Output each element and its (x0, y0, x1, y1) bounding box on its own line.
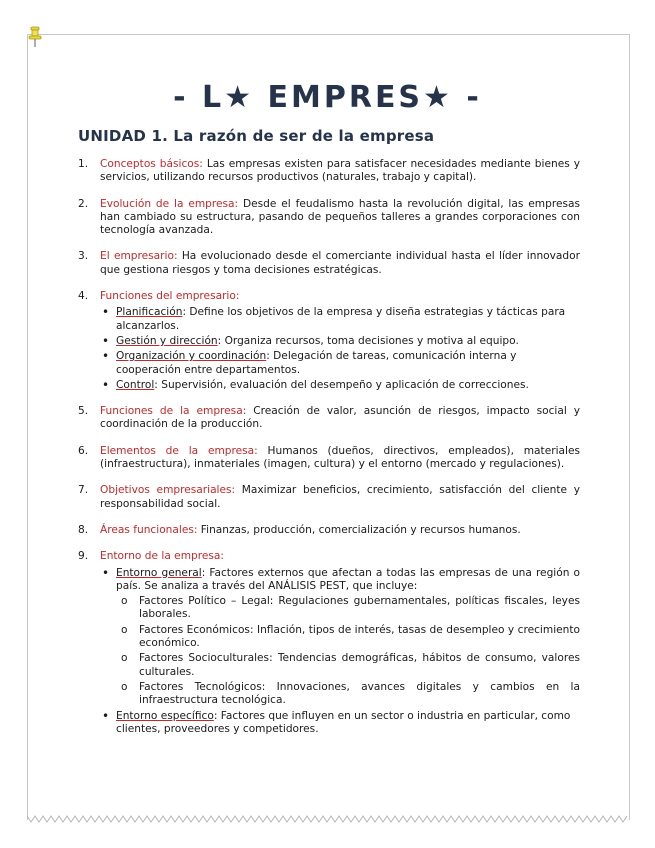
list-item: 1. Conceptos básicos: Las empresas existen para satisfacer necesidades mediante bienes y servicios, utilizando recursos productivos (naturales, trabajo y capital). (78, 158, 580, 184)
sub-list-item: • Gestión y dirección: Organiza recursos, toma decisiones y motiva al equipo. (102, 333, 519, 348)
list-item: 7. Objetivos empresariales: Maximizar beneficios, crecimiento, satisfacción del cliente y responsabilidad social. (78, 484, 580, 510)
item-text: Maximizar beneficios, crecimiento, satisfacción del cliente y responsabilidad social. (100, 484, 580, 510)
list-item: 4. Funciones del empresario: • Planificación: Define los objetivos de la empresa y diseña estrategias y tácticas para alcanzarlos. • Gestión y dirección: Organiza recursos, toma decisiones y motiva al equipo. • Organización y coordinación: Delegación de tareas, comunicación interna y cooperación entre departamentos. • Control: Supervisión, evaluación del desempeño y aplicación de correcciones. (78, 290, 580, 392)
item-label: Evolución de la empresa: (100, 197, 239, 210)
item-label: Entorno de la empresa: (100, 550, 224, 563)
term: Planificación (116, 306, 183, 319)
item-text: Humanos (dueños, directivos, empleados), materiales (infraestructura), inmateriales (imagen, cultura) y el entorno (mercado y regulaciones). (100, 444, 580, 471)
list-item: 3. El empresario: Ha evolucionado desde el comerciante individual hasta el líder innovador que gestiona riesgos y toma decisiones estratégicas. (78, 250, 580, 276)
sub-list-item: • Entorno específico: Factores que influyen en un sector o industria en particular, como clientes, proveedores y competidores. (102, 708, 571, 735)
term: Entorno general (116, 566, 202, 579)
list-item: 9. Entorno de la empresa: • Entorno general: Factores externos que afectan a todas las empresas de una región o país. Se analiza a través del ANÁLISIS PEST, que incluye: o Factores Político – Legal: Regulaciones gubernamentales, políticas fiscales, leyes laborales. o Factores Económicos: Inflación, tipos de interés, tasas de desempleo y crecimiento económico. o Factores Socioculturales: Tendencias demográficas, hábitos de consumo, valores culturales. o Factores Tecnológicos: Innovaciones, avances digitales y cambios en la infraestructura tecnológica. • Entorno específico: Factores que influyen en un sector o industria en particular, como clientes, proveedores y competidores. (78, 550, 580, 735)
sub-list-item: • Entorno general: Factores externos que afectan a todas las empresas de una región o país. Se analiza a través del ANÁLISIS PEST, que incluye: o Factores Político – Legal: Regulaciones gubernamentales, políticas fiscales, leyes laborales. o Factores Económicos: Inflación, tipos de interés, tasas de desempleo y crecimiento económico. o Factores Socioculturales: Tendencias demográficas, hábitos de consumo, valores culturales. o Factores Tecnológicos: Innovaciones, avances digitales y cambios en la infraestructura tecnológica. (102, 565, 580, 707)
unit-heading: UNIDAD 1. La razón de ser de la empresa (78, 127, 435, 145)
page-torn-edge (27, 814, 630, 824)
sub-list-item: • Control: Supervisión, evaluación del desempeño y aplicación de correcciones. (102, 377, 529, 392)
item-label: Elementos de la empresa: (100, 444, 258, 457)
document-title: - L★ EMPRES★ - (173, 80, 482, 115)
document-body (78, 158, 580, 749)
sub-list (100, 306, 580, 392)
term: Entorno específico (116, 709, 214, 722)
item-text: Finanzas, producción, comercialización y recursos humanos. (197, 523, 521, 536)
item-text: Las empresas existen para satisfacer necesidades mediante bienes y servicios, utilizando recursos productivos (naturales, trabajo y capital). (100, 158, 580, 184)
list-item: 5. Funciones de la empresa: Creación de valor, asunción de riesgos, impacto social y coordinación de la producción. (78, 405, 581, 431)
term: Organización y coordinación (116, 350, 267, 363)
pest-factor-list (116, 595, 580, 707)
item-text: Ha evolucionado desde el comerciante individual hasta el líder innovador que gestiona riesgos y toma decisiones estratégicas. (100, 250, 580, 276)
sub-list (100, 567, 580, 737)
pest-factor: o Factores Tecnológicos: Innovaciones, avances digitales y cambios en la infraestructura tecnológica. (121, 680, 580, 707)
list-item: 2. Evolución de la empresa: Desde el feudalismo hasta la revolución digital, las empresas han cambiado su estructura, pasando de pequeños talleres a grandes corporaciones con tecnología avanzada. (78, 197, 580, 237)
item-label: Funciones del empresario: (100, 290, 240, 303)
item-label: El empresario: (100, 250, 178, 263)
item-label: Funciones de la empresa: (100, 405, 247, 418)
item-text: Desde el feudalismo hasta la revolución digital, las empresas han cambiado su estructura, pasando de pequeños talleres a grandes corporaciones con tecnología avanzada. (100, 197, 580, 237)
list-item: 6. Elementos de la empresa: Humanos (dueños, directivos, empleados), materiales (infraestructura), inmateriales (imagen, cultura) y el entorno (mercado y regulaciones). (78, 444, 580, 471)
item-label: Conceptos básicos: (100, 158, 203, 170)
item-label: Objetivos empresariales: (100, 484, 236, 497)
item-text: Creación de valor, asunción de riesgos, impacto social y coordinación de la producción. (100, 405, 581, 431)
pest-factor: o Factores Socioculturales: Tendencias demográficas, hábitos de consumo, valores culturales. (121, 652, 580, 678)
sub-list-item: • Organización y coordinación: Delegación de tareas, comunicación interna y cooperación entre departamentos. (102, 349, 517, 376)
pest-factor: o Factores Económicos: Inflación, tipos de interés, tasas de desempleo y crecimiento económico. (121, 623, 580, 650)
term: Gestión y dirección (116, 334, 218, 347)
pushpin-icon (26, 26, 44, 48)
pest-factor: o Factores Político – Legal: Regulaciones gubernamentales, políticas fiscales, leyes laborales. (121, 595, 580, 621)
list-item: 8. Áreas funcionales: Finanzas, producción, comercialización y recursos humanos. (78, 523, 521, 536)
term: Control (116, 378, 155, 391)
main-list (78, 158, 580, 736)
sub-list-item: • Planificación: Define los objetivos de la empresa y diseña estrategias y tácticas para alcanzarlos. (102, 305, 566, 332)
item-label: Áreas funcionales: (100, 523, 198, 536)
